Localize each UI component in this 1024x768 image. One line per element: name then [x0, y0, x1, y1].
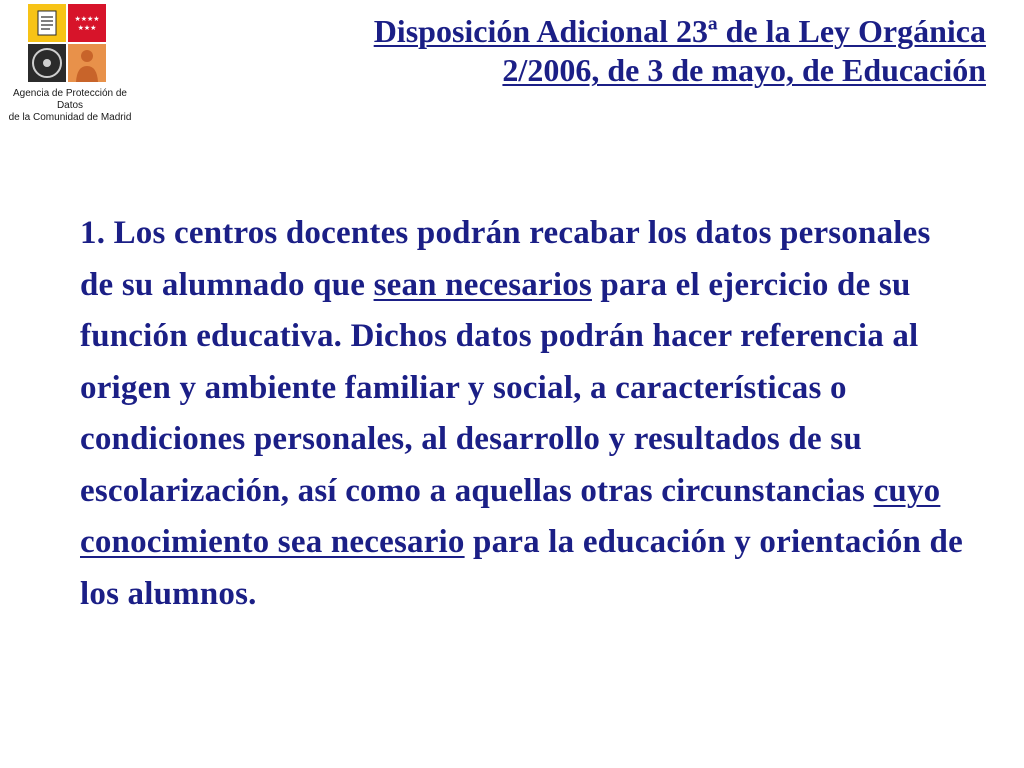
agency-emblem-icon [28, 4, 108, 86]
slide-title [374, 12, 986, 90]
svg-text:★★★★: ★★★★ [74, 15, 100, 23]
underlined-phrase-1: sean necesarios [373, 266, 592, 303]
paragraph-text-2: para el ejercicio de su función educativa. Dichos datos podrán hacer referencia al origen y ambiente familiar y social, a características o condiciones personales, al desarrollo y resultados de su escolarización, así como a aquellas otras circunstancias [80, 266, 919, 509]
underlined-phrase-2: cuyo conocimiento sea necesario [80, 472, 941, 560]
article-paragraph [80, 208, 970, 620]
agency-name-line1: Agencia de Protección de Datos [13, 88, 127, 111]
agency-name-line2: de la Comunidad de Madrid [8, 112, 132, 123]
madrid-flag-quadrant [68, 4, 106, 42]
slide-title-line2: 2/2006, de 3 de mayo, de Educación [502, 52, 986, 88]
agency-logo [0, 0, 140, 122]
paragraph-text-3: para la educación y orientación de los alumnos. [80, 524, 963, 612]
paragraph-text-1: 1. Los centros docentes podrán recabar los datos personales de su alumnado que [80, 215, 931, 303]
agency-name [0, 88, 140, 124]
svg-text:★★★: ★★★ [77, 24, 97, 32]
slide-title-line1: Disposición Adicional 23ª de la Ley Orgánica [373, 13, 986, 49]
